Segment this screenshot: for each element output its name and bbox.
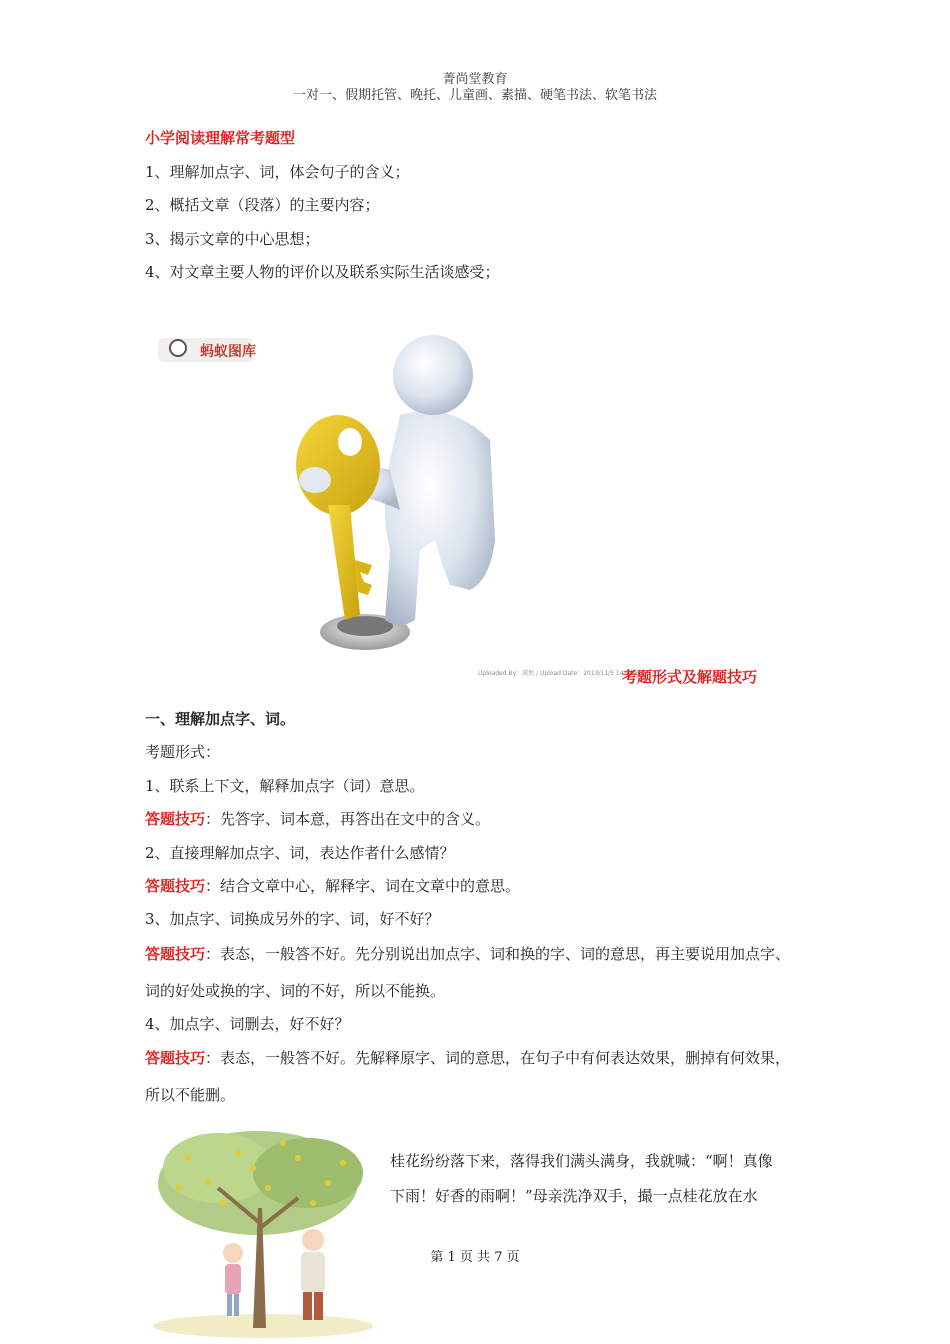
tip-label: 答题技巧 xyxy=(145,877,206,895)
answer-text: ：先答字、词本意，再答出在文中的含义。 xyxy=(205,810,491,828)
answer-3 xyxy=(145,943,790,965)
answer-4 xyxy=(145,1047,790,1069)
osmanthus-tree-graphic xyxy=(148,1128,378,1338)
list-item: 2、概括文章（段落）的主要内容； xyxy=(145,196,380,214)
form-label: 考题形式： xyxy=(145,743,221,761)
logo-badge xyxy=(158,338,256,362)
answer-text: ：表态，一般答不好。先分别说出加点字、词和换的字、词的意思，再主要说用加点字、 xyxy=(205,945,791,963)
passage-line: 桂花纷纷落下来，落得我们满头满身，我就喊：“啊！真像 xyxy=(390,1152,773,1170)
list-item: 3、揭示文章的中心思想； xyxy=(145,230,320,248)
answer-3-cont: 词的好处或换的字、词的不好，所以不能换。 xyxy=(145,982,446,1000)
answer-text: ：表态，一般答不好。先解释原字、词的意思，在句子中有何表达效果，删掉有何效果， xyxy=(205,1049,791,1067)
answer-2 xyxy=(145,875,520,897)
header-org: 菁尚堂教育 xyxy=(442,72,508,87)
image-credit: Uploaded By：漠然 / Upload Date：2013/11/5 14:19:50 xyxy=(478,670,643,677)
tip-label: 答题技巧 xyxy=(145,1049,206,1067)
logo-text: 蚂蚁图库 xyxy=(200,344,256,360)
tip-label: 答题技巧 xyxy=(145,945,206,963)
question-1: 1、联系上下文，解释加点字（词）意思。 xyxy=(145,777,425,795)
list-item: 4、对文章主要人物的评价以及联系实际生活谈感受； xyxy=(145,263,500,281)
page-number: 第 1 页 共 7 页 xyxy=(430,1250,520,1265)
header-services: 一对一、假期托管、晚托、儿童画、素描、硬笔书法、软笔书法 xyxy=(292,88,657,103)
answer-text: ：结合文章中心，解释字、词在文章中的意思。 xyxy=(205,877,521,895)
tip-label: 答题技巧 xyxy=(145,810,206,828)
key-figure-illustration xyxy=(150,320,620,680)
section-title: 小学阅读理解常考题型 xyxy=(145,129,296,147)
answer-1 xyxy=(145,808,490,830)
osmanthus-tree-illustration xyxy=(148,1128,378,1338)
section-title-techniques: 考题形式及解题技巧 xyxy=(622,668,758,686)
key-figure-graphic xyxy=(150,320,620,680)
question-2: 2、直接理解加点字、词，表达作者什么感情？ xyxy=(145,844,455,862)
question-4: 4、加点字、词删去，好不好？ xyxy=(145,1015,350,1033)
answer-4-cont: 所以不能删。 xyxy=(145,1086,236,1104)
part-heading: 一、理解加点字、词。 xyxy=(145,710,296,728)
passage-line: 下雨！好香的雨啊！”母亲洗净双手，撮一点桂花放在水 xyxy=(390,1187,758,1205)
question-3: 3、加点字、词换成另外的字、词，好不好？ xyxy=(145,910,440,928)
list-item: 1、理解加点字、词，体会句子的含义； xyxy=(145,163,410,181)
